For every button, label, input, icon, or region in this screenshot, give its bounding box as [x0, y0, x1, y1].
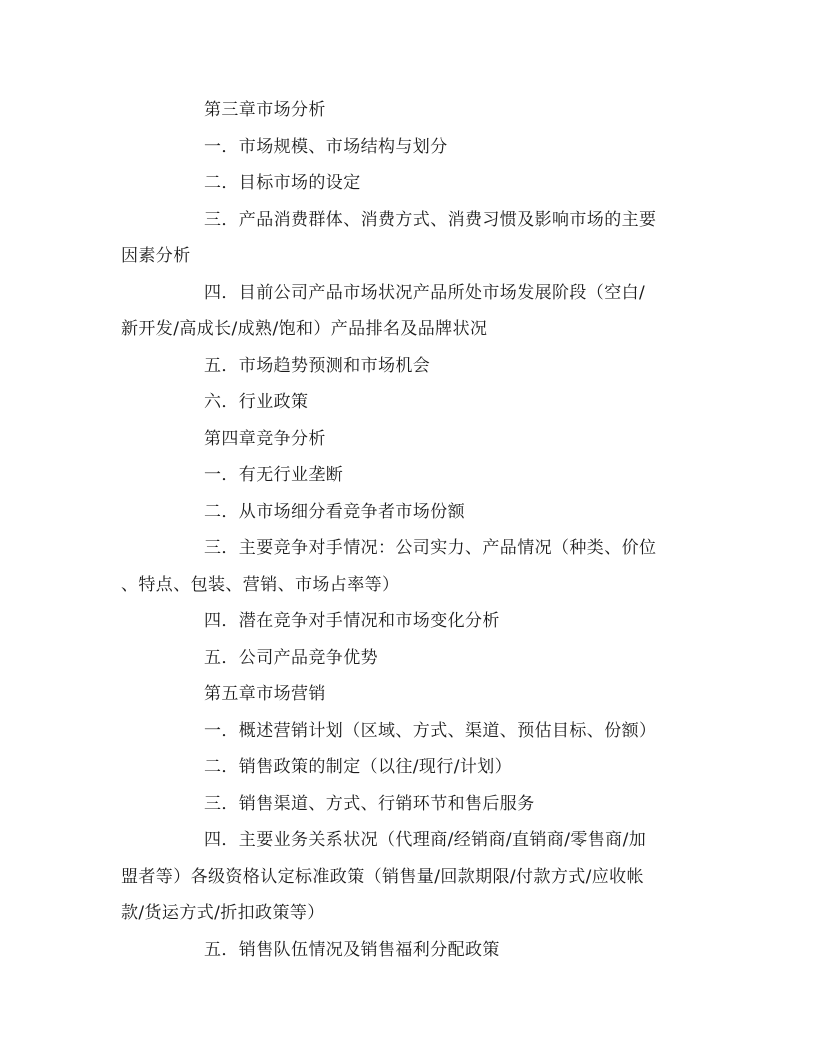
list-item: 六．行业政策: [204, 392, 309, 412]
list-item: 五．公司产品竞争优势: [204, 647, 378, 668]
list-item: 四．潜在竞争对手情况和市场变化分析: [204, 611, 500, 631]
chapter-heading: 第四章竞争分析: [204, 428, 326, 449]
list-item: 四．主要业务关系状况（代理商/经销商/直销商/零售商/加: [204, 830, 647, 850]
list-item: 三．主要竞争对手情况：公司实力、产品情况（种类、价位: [204, 538, 657, 558]
list-item-continuation: 新开发/高成长/成熟/饱和）产品排名及品牌状况: [121, 319, 488, 339]
list-item: 五．市场趋势预测和市场机会: [204, 355, 431, 376]
chapter-heading: 第五章市场营销: [204, 684, 326, 704]
list-item: 一．概述营销计划（区域、方式、渠道、预估目标、份额）: [204, 720, 657, 741]
list-item: 三．销售渠道、方式、行销环节和售后服务: [204, 793, 535, 814]
document-body: [121, 92, 701, 968]
list-item: 一．有无行业垄断: [204, 465, 344, 485]
list-item: 一．市场规模、市场结构与划分: [204, 136, 448, 157]
list-item-continuation: 、特点、包装、营销、市场占率等）: [121, 574, 400, 595]
chapter-heading: 第三章市场分析: [204, 100, 326, 120]
list-item: 二．目标市场的设定: [204, 173, 361, 193]
list-item-continuation: 盟者等）各级资格认定标准政策（销售量/回款期限/付款方式/应收帐: [121, 866, 644, 887]
list-item-continuation: 款/货运方式/折扣政策等）: [121, 903, 325, 923]
list-item-continuation: 因素分析: [121, 246, 191, 266]
list-item: 五．销售队伍情况及销售福利分配政策: [204, 939, 500, 960]
list-item: 二．销售政策的制定（以往/现行/计划）: [204, 757, 513, 777]
list-item: 四．目前公司产品市场状况产品所处市场发展阶段（空白/: [204, 282, 646, 303]
list-item: 三．产品消费群体、消费方式、消费习惯及影响市场的主要: [204, 209, 657, 230]
list-item: 二．从市场细分看竞争者市场份额: [204, 501, 465, 522]
